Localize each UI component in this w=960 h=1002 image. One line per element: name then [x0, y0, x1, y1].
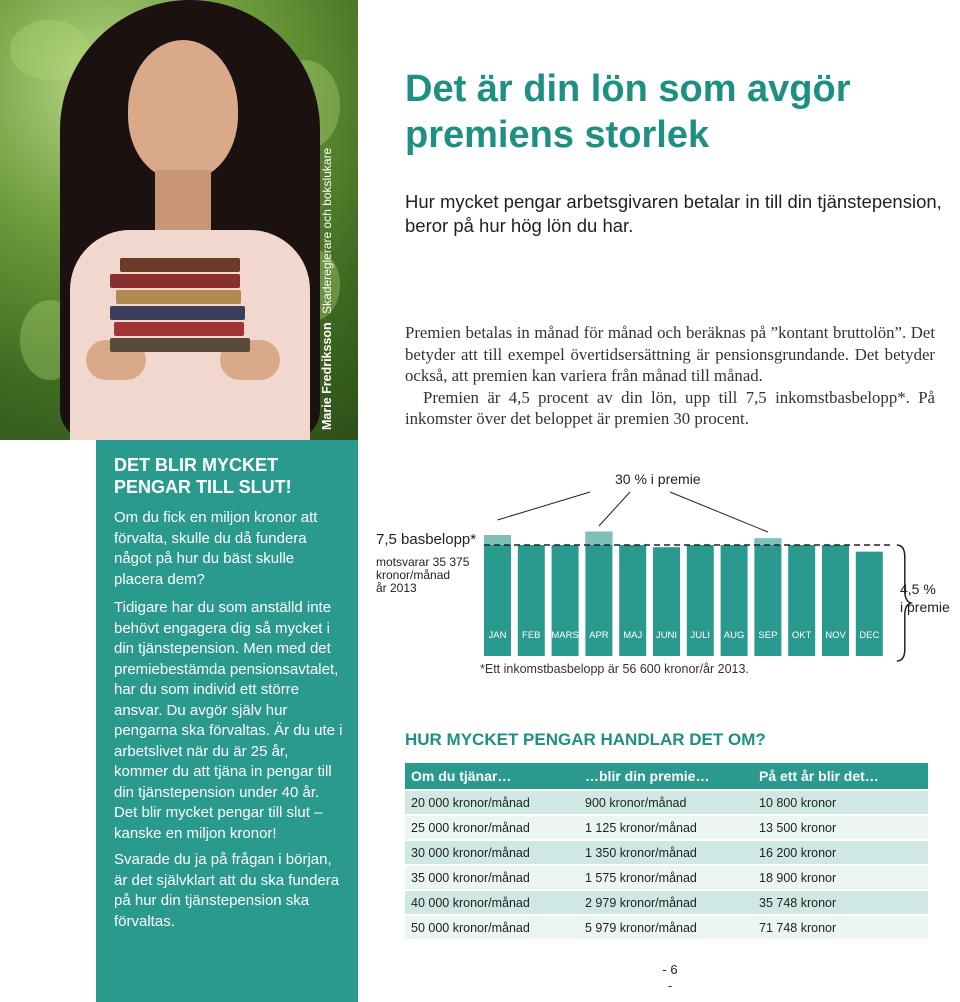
table-cell: 900 kronor/månad	[579, 790, 753, 815]
table-cell: 35 748 kronor	[753, 890, 928, 915]
portrait-photo	[0, 0, 358, 440]
page-number-bottom: -	[667, 978, 673, 993]
column-header: Om du tjänar…	[405, 763, 579, 790]
column-header: …blir din premie…	[579, 763, 753, 790]
table-cell: 35 000 kronor/månad	[405, 865, 579, 890]
chart-month-label: JAN	[488, 630, 507, 641]
caption-role: Skadereglerare och bokslukare	[320, 147, 334, 314]
premium-chart	[370, 460, 960, 690]
table-cell: 25 000 kronor/månad	[405, 815, 579, 840]
caption-name: Marie Fredriksson	[320, 322, 334, 430]
table-heading: HUR MYCKET PENGAR HANDLAR DET OM?	[405, 730, 766, 749]
table-cell: 5 979 kronor/månad	[579, 915, 753, 939]
chart-month-label: OKT	[791, 630, 812, 641]
chart-month-label: MARS	[551, 630, 579, 641]
footnote: *Ett inkomstbasbelopp är 56 600 kronor/år 2013.	[480, 662, 749, 676]
chart-month-label: DEC	[859, 630, 880, 641]
lead-paragraph: Hur mycket pengar arbetsgivaren betalar in till din tjänstepension, beror på hur hög lön du har.	[405, 191, 942, 236]
annotation-pointer	[498, 492, 591, 520]
chart-month-label: JULI	[690, 630, 711, 641]
chart-bar-excess	[484, 535, 511, 545]
table-cell: 40 000 kronor/månad	[405, 890, 579, 915]
page-number	[658, 962, 682, 994]
column-header: På ett år blir det…	[753, 763, 928, 790]
threshold-label: 7,5 basbelopp*	[376, 531, 477, 548]
threshold-sublabel: motsvarar 35 375 kronor/månad år 2013	[376, 555, 470, 595]
table-cell: 50 000 kronor/månad	[405, 915, 579, 939]
chart-bar-excess	[585, 532, 612, 545]
photo-caption	[318, 147, 336, 430]
table-cell: 71 748 kronor	[753, 915, 928, 939]
table-cell: 13 500 kronor	[753, 815, 928, 840]
chart-month-label: JUNI	[655, 630, 678, 641]
table-cell: 1 350 kronor/månad	[579, 840, 753, 865]
table-row	[405, 865, 928, 890]
right-annotation: 4,5 % i premie	[900, 581, 950, 615]
chart-month-label: APR	[589, 630, 609, 641]
table-row	[405, 790, 928, 815]
body-paragraph-2: Premien är 4,5 procent av din lön, upp till 7,5 inkomstbasbelopp*. På inkomster över det beloppet är premien 30 procent.	[405, 387, 935, 428]
table-cell: 1 575 kronor/månad	[579, 865, 753, 890]
books-stack	[110, 258, 260, 368]
table-header-row	[405, 763, 928, 790]
sidebar-box	[96, 440, 358, 1002]
table-cell: 30 000 kronor/månad	[405, 840, 579, 865]
chart-month-label: MAJ	[623, 630, 643, 641]
table-cell: 1 125 kronor/månad	[579, 815, 753, 840]
sidebar-paragraph-2: Tidigare har du som anställd inte behövt engagera dig så mycket i din tjänstepension. Men med det premiebestämda pensionsavtalet, har du som individ ett större ansvar. Du avgör själv hur pengarna ska förvaltas. Är du ute i arbetslivet när du är 25 år, kommer du att tjäna in pengar till din tjänstepension under 40 år. Det blir mycket pengar till slut – kanske en miljon kronor!	[114, 599, 343, 842]
table-row	[405, 890, 928, 915]
sidebar-paragraph-3: Svarade du ja på frågan i början, är det självklart att du ska fundera på hur din tjänstepension ska förvaltas.	[114, 851, 340, 930]
table-cell: 20 000 kronor/månad	[405, 790, 579, 815]
top-annotation: 30 % i premie	[615, 471, 701, 487]
body-text	[405, 322, 935, 430]
annotation-pointer	[670, 492, 768, 532]
table-row	[405, 915, 928, 939]
chart-month-label: AUG	[723, 630, 745, 641]
page-title: Det är din lön som avgör premiens storlek	[405, 68, 851, 156]
sidebar-heading: DET BLIR MYCKET PENGAR TILL SLUT!	[114, 455, 292, 497]
table-cell: 18 900 kronor	[753, 865, 928, 890]
chart-month-label: SEP	[758, 630, 778, 641]
table-row	[405, 840, 928, 865]
chart-month-label: NOV	[825, 630, 846, 641]
page-number-top: - 6	[662, 962, 678, 977]
table-cell: 10 800 kronor	[753, 790, 928, 815]
table-cell: 16 200 kronor	[753, 840, 928, 865]
sidebar-paragraph-1: Om du fick en miljon kronor att förvalta, skulle du då fundera något på hur du bäst skulle placera dem?	[114, 509, 318, 588]
body-paragraph-1: Premien betalas in månad för månad och beräknas på ”kontant bruttolön”. Det betyder att till exempel övertidsersättning är pensionsgrundande. Det betyder också, att premien kan variera från månad till månad.	[405, 323, 935, 385]
chart-bar-excess	[754, 538, 781, 545]
premium-table	[405, 763, 928, 939]
premium-chart-svg	[370, 460, 960, 690]
chart-month-label: FEB	[522, 630, 541, 641]
table-row	[405, 815, 928, 840]
annotation-pointer	[599, 492, 630, 526]
table-cell: 2 979 kronor/månad	[579, 890, 753, 915]
